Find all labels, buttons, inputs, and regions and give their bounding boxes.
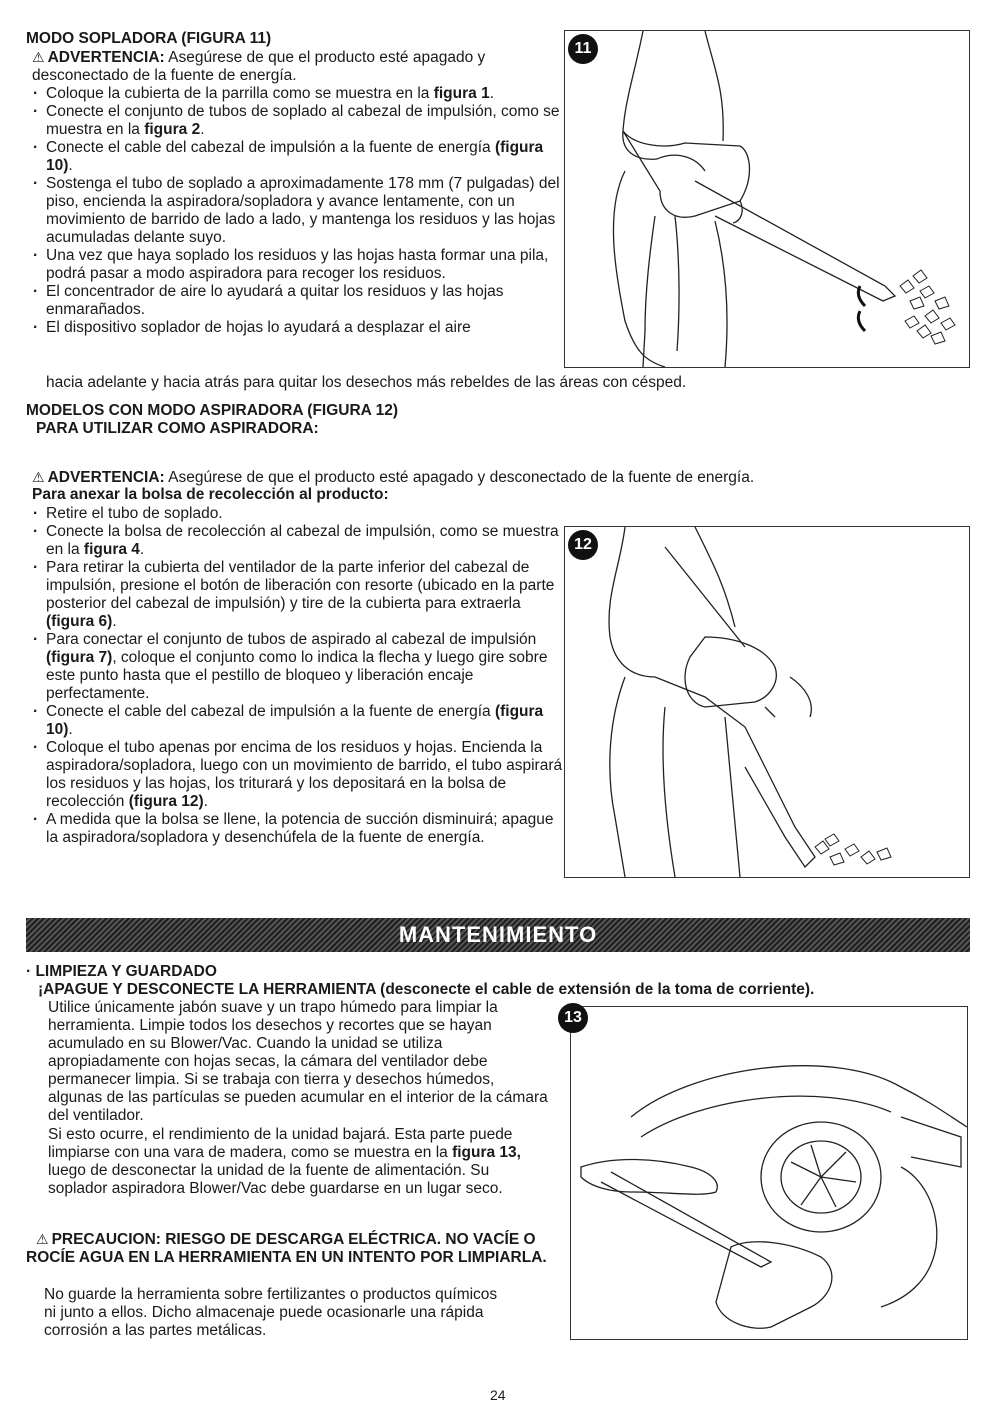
page-number: 24 bbox=[490, 1387, 506, 1403]
warning-text: Asegúrese de que el producto esté apagado y desconectado de la fuente de energía. bbox=[168, 469, 755, 486]
list-item-text: . bbox=[68, 721, 73, 738]
list-item-text: . bbox=[200, 121, 205, 138]
list-item bbox=[32, 103, 566, 139]
figure-reference: figura 13, bbox=[452, 1144, 521, 1161]
fan-cleaning-illustration bbox=[571, 1007, 967, 1339]
bullet-list bbox=[32, 505, 566, 847]
list-item-text: Para retirar la cubierta del ventilador de la parte inferior del cabezal de impulsión, presione el botón de liberación con resorte (ubicado en la parte posterior del cabezal de impulsión) y tire de la cubierta para extraerla bbox=[46, 559, 555, 612]
list-item-text: El concentrador de aire lo ayudará a quitar los residuos y las hojas enmarañados. bbox=[46, 283, 504, 318]
list-item-text: . bbox=[203, 793, 208, 810]
figure-number-badge: 12 bbox=[568, 530, 598, 560]
cleaning-paragraph-1: Utilice únicamente jabón suave y un trapo húmedo para limpiar la herramienta. Limpie todos los desechos y recortes que se hayan acumulado en su Blower/Vac. Cuando la unidad se utiliza apropiadamente con hojas secas, la cámara del ventilador debe permanecer limpia. Si se trabaja con tierra y desechos húmedos, algunas de las partículas se pueden acumular en el interior de la cámara del ventilador. bbox=[48, 999, 548, 1124]
list-item-text: Para conectar el conjunto de tubos de aspirado al cabezal de impulsión bbox=[46, 631, 537, 648]
paragraph-text: Si esto ocurre, el rendimiento de la unidad bajará. Esta parte puede limpiarse con una vara de madera, como se muestra en la bbox=[48, 1126, 513, 1161]
list-item-text: Retire el tubo de soplado. bbox=[46, 505, 223, 522]
paragraph-text: luego de desconectar la unidad de la fuente de alimentación. Su soplador aspiradora Blower/Vac debe guardarse en un lugar seco. bbox=[48, 1162, 503, 1197]
list-item bbox=[32, 139, 566, 175]
maintenance-banner bbox=[26, 918, 970, 952]
bullet-continuation: hacia adelante y hacia atrás para quitar los desechos más rebeldes de las áreas con césped. bbox=[46, 374, 687, 391]
warning-icon: ⚠ bbox=[36, 1231, 49, 1247]
list-item-text: . bbox=[68, 157, 73, 174]
list-item bbox=[32, 703, 566, 739]
figure-reference: (figura 7) bbox=[46, 649, 113, 666]
section-heading: MODELOS CON MODO ASPIRADORA (FIGURA 12) bbox=[26, 402, 399, 419]
figure-reference: (figura 10) bbox=[46, 703, 544, 738]
list-item bbox=[32, 559, 566, 631]
figure-reference: (figura 12) bbox=[128, 793, 204, 810]
list-item bbox=[32, 811, 566, 847]
cleaning-paragraph-2 bbox=[48, 1126, 548, 1198]
list-item-text: , coloque el conjunto como lo indica la flecha y luego gire sobre este punto hasta que el pestillo de bloqueo y liberación encaje perfectamente. bbox=[46, 649, 548, 702]
bullet-list bbox=[26, 85, 566, 319]
vacuum-user-illustration bbox=[565, 527, 969, 877]
list-item-text: Sostenga el tubo de soplado a aproximadamente 178 mm (7 pulgadas) del piso, encienda la aspiradora/sopladora y avance lentamente, con un movimiento de barrido de lado a lado, y mantenga los residuos y las hojas acumuladas delante suyo. bbox=[46, 175, 560, 246]
bullet-list-last bbox=[26, 319, 566, 337]
warning-icon: ⚠ bbox=[32, 49, 45, 65]
figure-reference: figura 4 bbox=[83, 541, 140, 558]
list-item-text: Conecte el cable del cabezal de impulsión a la fuente de energía bbox=[46, 139, 495, 156]
list-item-text: . bbox=[112, 613, 117, 630]
figure-13 bbox=[564, 1006, 968, 1340]
list-item-text: Conecte la bolsa de recolección al cabezal de impulsión, como se muestra en la bbox=[46, 523, 559, 558]
figure-number-badge: 11 bbox=[568, 34, 598, 64]
list-item bbox=[32, 175, 566, 247]
storage-paragraph: No guarde la herramienta sobre fertilizantes o productos químicos ni junto a ellos. Dicho almacenaje puede ocasionarle una rápida corrosión a las partes metálicas. bbox=[44, 1286, 498, 1339]
list-item-text: El dispositivo soplador de hojas lo ayudará a desplazar el aire bbox=[46, 319, 471, 336]
list-item-text: Conecte el conjunto de tubos de soplado al cabezal de impulsión, como se muestra en la bbox=[46, 103, 560, 138]
warning-label: ADVERTENCIA: bbox=[47, 49, 165, 66]
figure-number-badge: 13 bbox=[558, 1003, 588, 1033]
warning-paragraph bbox=[26, 48, 566, 85]
section-heading: MODO SOPLADORA (FIGURA 11) bbox=[26, 30, 272, 47]
vacuum-bullets bbox=[32, 505, 566, 847]
figure-reference: (figura 10) bbox=[46, 139, 544, 174]
list-item bbox=[32, 247, 566, 283]
list-item-text: . bbox=[489, 85, 495, 102]
caution-notice bbox=[26, 1230, 562, 1267]
list-item bbox=[32, 631, 566, 703]
section-blower-mode bbox=[26, 30, 566, 337]
list-item bbox=[32, 319, 566, 337]
list-item bbox=[32, 739, 566, 811]
list-item bbox=[32, 283, 566, 319]
caution-text: PRECAUCION: RIESGO DE DESCARGA ELÉCTRICA. NO VACÍE O ROCÍE AGUA EN LA HERRAMIENTA EN UN INTENTO POR LIMPIARLA. bbox=[26, 1231, 547, 1266]
warning-paragraph bbox=[32, 468, 754, 487]
list-item-text: Una vez que haya soplado los residuos y las hojas hasta formar una pila, podrá pasar a modo aspiradora para recoger los residuos. bbox=[46, 247, 549, 282]
figure-11 bbox=[564, 30, 970, 368]
list-item-text: . bbox=[139, 541, 145, 558]
list-item-text: Conecte el cable del cabezal de impulsión a la fuente de energía bbox=[46, 703, 495, 720]
list-item bbox=[32, 85, 566, 103]
warning-label: ADVERTENCIA: bbox=[47, 469, 165, 486]
list-item-text: Coloque el tubo apenas por encima de los residuos y hojas. Encienda la aspiradora/sopladora, luego con un movimiento de barrido, el tubo aspirará los residuos y las hojas, los triturará y los depositará en la bolsa de recolección bbox=[46, 739, 563, 810]
list-item bbox=[32, 523, 566, 559]
figure-12 bbox=[564, 526, 970, 878]
unplug-warning: ¡APAGUE Y DESCONECTE LA HERRAMIENTA (desconecte el cable de extensión de la toma de corriente). bbox=[38, 981, 815, 998]
figure-reference: figura 1 bbox=[433, 85, 490, 102]
blower-user-illustration bbox=[565, 31, 969, 367]
list-item-text: Coloque la cubierta de la parrilla como se muestra en la bbox=[46, 85, 434, 102]
bullet-dot: · bbox=[26, 963, 36, 980]
warning-text: Asegúrese de que el producto esté apagado y desconectado de la fuente de energía. bbox=[32, 49, 486, 84]
section-heading: LIMPIEZA Y GUARDADO bbox=[35, 963, 217, 980]
section-vacuum-mode bbox=[26, 402, 966, 438]
figure-reference: figura 2 bbox=[144, 121, 201, 138]
attach-heading: Para anexar la bolsa de recolección al producto: bbox=[32, 486, 389, 503]
list-item bbox=[32, 505, 566, 523]
list-item-text: A medida que la bolsa se llene, la potencia de succión disminuirá; apague la aspiradora/sopladora y desenchúfela de la fuente de energía. bbox=[46, 811, 554, 846]
banner-title: MANTENIMIENTO bbox=[398, 922, 598, 947]
cleaning-heading bbox=[26, 963, 217, 981]
warning-icon: ⚠ bbox=[32, 469, 45, 485]
section-subheading: PARA UTILIZAR COMO ASPIRADORA: bbox=[36, 420, 319, 437]
figure-reference: (figura 6) bbox=[46, 613, 113, 630]
